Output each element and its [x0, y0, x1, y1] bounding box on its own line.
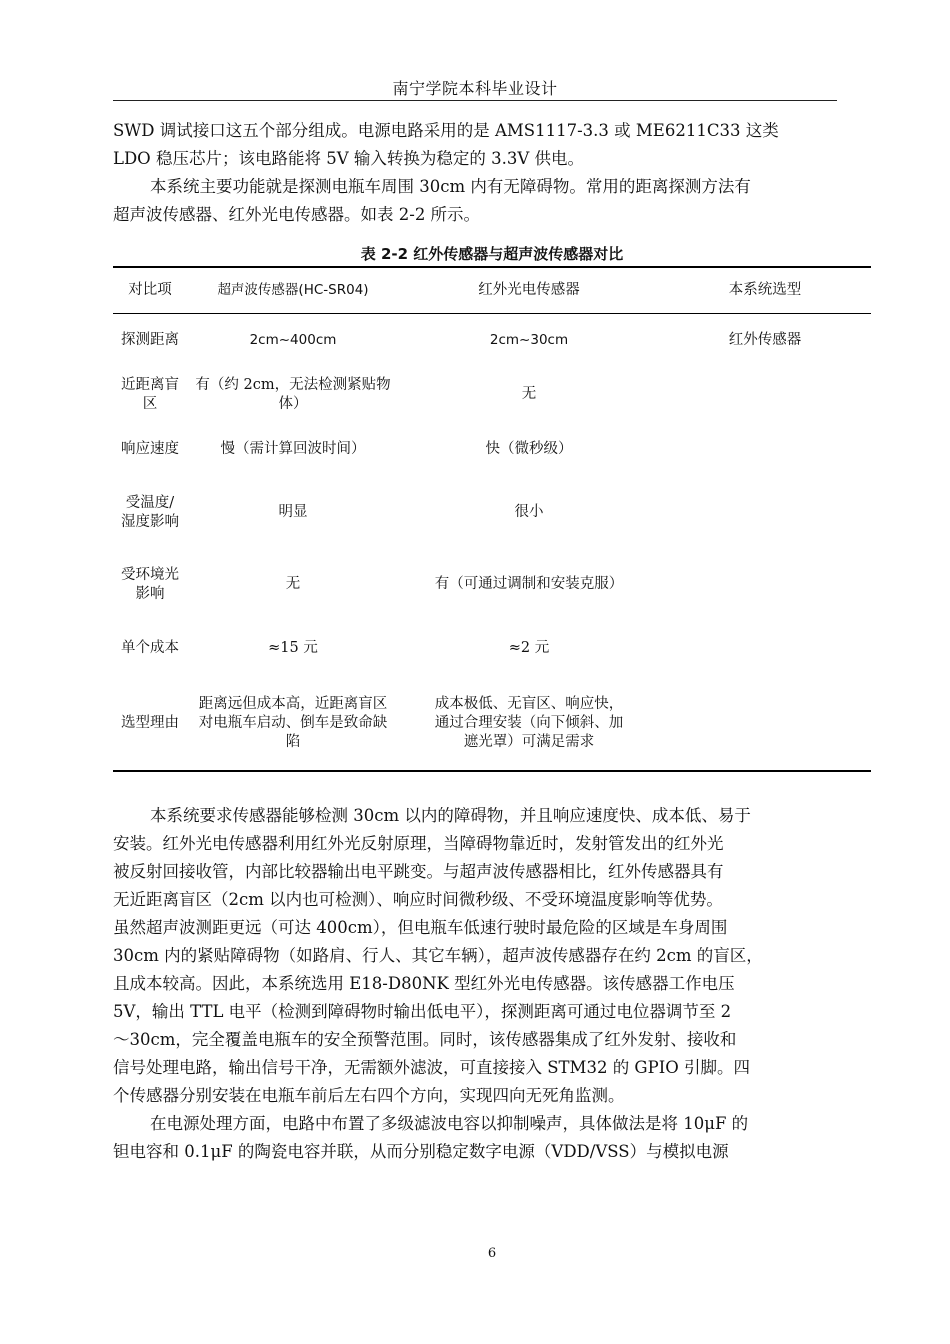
table-row [113, 621, 871, 677]
table-row [113, 477, 871, 549]
table-cell: 2cm~400cm [249, 331, 337, 348]
table-cell: 慢（需计算回波时间） [220, 441, 366, 457]
text-line: 安装。红外光电传感器利用红外光反射原理，当障碍物靠近时，发射管发出的红外光 [113, 834, 724, 853]
text-line: 本系统主要功能就是探测电瓶车周围 30cm 内有无障碍物。常用的距离探测方法有 [150, 177, 751, 196]
table-row [113, 314, 871, 367]
text-line: 30cm 内的紧贴障碍物（如路肩、行人、其它车辆），超声波传感器存在约 2cm 的盲区， [113, 946, 763, 965]
table-cell: 响应速度 [121, 441, 179, 457]
table-cell [659, 549, 871, 621]
text-line: 信号处理电路，输出信号干净，无需额外滤波，可直接接入 STM32 的 GPIO 引脚。四 [113, 1058, 751, 1077]
text-line: 虽然超声波测距更远（可达 400cm），但电瓶车低速行驶时最危险的区域是车身周围 [113, 918, 728, 937]
table-cell: 距离远但成本高，近距离盲区对电瓶车启动、倒车是致命缺陷 [198, 695, 388, 750]
table-row [113, 549, 871, 621]
table-cell [659, 367, 871, 423]
table-header-row [113, 267, 871, 314]
table-row [113, 677, 871, 771]
table-cell: 无 [285, 576, 301, 592]
table-cell: ≈2 元 [508, 640, 550, 656]
table-row [113, 367, 871, 423]
text-line: 个传感器分别安装在电瓶车前后左右四个方向，实现四向无死角监测。 [113, 1086, 625, 1105]
text-line: 无近距离盲区（2cm 以内也可检测）、响应时间微秒级、不受环境温度影响等优势。 [113, 890, 723, 909]
body-paragraph [113, 802, 837, 1166]
table-cell: 快（微秒级） [485, 441, 573, 457]
header-cell: 本系统选型 [659, 267, 871, 314]
table-cell: ≈15 元 [268, 640, 318, 656]
comparison-table [113, 266, 871, 772]
text-line: 且成本较高。因此，本系统选用 E18-D80NK 型红外光电传感器。该传感器工作电压 [113, 974, 735, 993]
table-cell: 单个成本 [121, 640, 179, 656]
table-cell: 红外传感器 [728, 331, 802, 348]
table-cell: 有（约 2cm，无法检测紧贴物体） [195, 376, 391, 412]
table-cell: 受温度/湿度影响 [121, 494, 179, 530]
intro-paragraph [113, 117, 837, 229]
table-cell: 近距离盲区 [121, 376, 179, 412]
table-cell: 探测距离 [121, 331, 179, 348]
table-cell: 2cm~30cm [489, 331, 569, 348]
table-cell: 明显 [278, 504, 308, 520]
text-line: 5V，输出 TTL 电平（检测到障碍物时输出低电平），探测距离可通过电位器调节至 2 [113, 1002, 732, 1021]
header-cell: 对比项 [113, 267, 187, 314]
text-line: 超声波传感器、红外光电传感器。如表 2-2 所示。 [113, 205, 481, 224]
table-cell: 有（可通过调制和安装克服） [434, 576, 624, 592]
text-line: 被反射回接收管，内部比较器输出电平跳变。与超声波传感器相比，红外传感器具有 [113, 862, 724, 881]
table-cell: 选型理由 [121, 714, 179, 731]
page-header-title: 南宁学院本科毕业设计 [392, 79, 558, 98]
table-cell: 无 [521, 386, 537, 402]
page-number: 6 [487, 1246, 497, 1261]
table-cell [659, 423, 871, 477]
text-line: 在电源处理方面，电路中布置了多级滤波电容以抑制噪声，具体做法是将 10μF 的 [150, 1114, 749, 1133]
header-divider [113, 100, 837, 101]
header-cell: 超声波传感器(HC-SR04) [187, 267, 399, 314]
text-line: 钽电容和 0.1μF 的陶瓷电容并联，从而分别稳定数字电源（VDD/VSS）与模拟电源 [113, 1142, 729, 1161]
table-cell: 很小 [514, 504, 544, 520]
table-cell: 受环境光影响 [121, 566, 179, 602]
table-row [113, 423, 871, 477]
header-cell: 红外光电传感器 [399, 267, 659, 314]
table-cell [659, 677, 871, 771]
table-cell [659, 621, 871, 677]
table-cell [659, 477, 871, 549]
text-line: LDO 稳压芯片；该电路能将 5V 输入转换为稳定的 3.3V 供电。 [113, 149, 585, 168]
text-line: ～30cm，完全覆盖电瓶车的安全预警范围。同时，该传感器集成了红外发射、接收和 [113, 1030, 737, 1049]
text-line: SWD 调试接口这五个部分组成。电源电路采用的是 AMS1117-3.3 或 ME6211C33 这类 [113, 121, 779, 140]
table-cell: 成本极低、无盲区、响应快，通过合理安装（向下倾斜、加遮光罩）可满足需求 [434, 695, 624, 750]
table-caption: 表 2-2 红外传感器与超声波传感器对比 [360, 245, 624, 263]
text-line: 本系统要求传感器能够检测 30cm 以内的障碍物，并且响应速度快、成本低、易于 [150, 806, 751, 825]
